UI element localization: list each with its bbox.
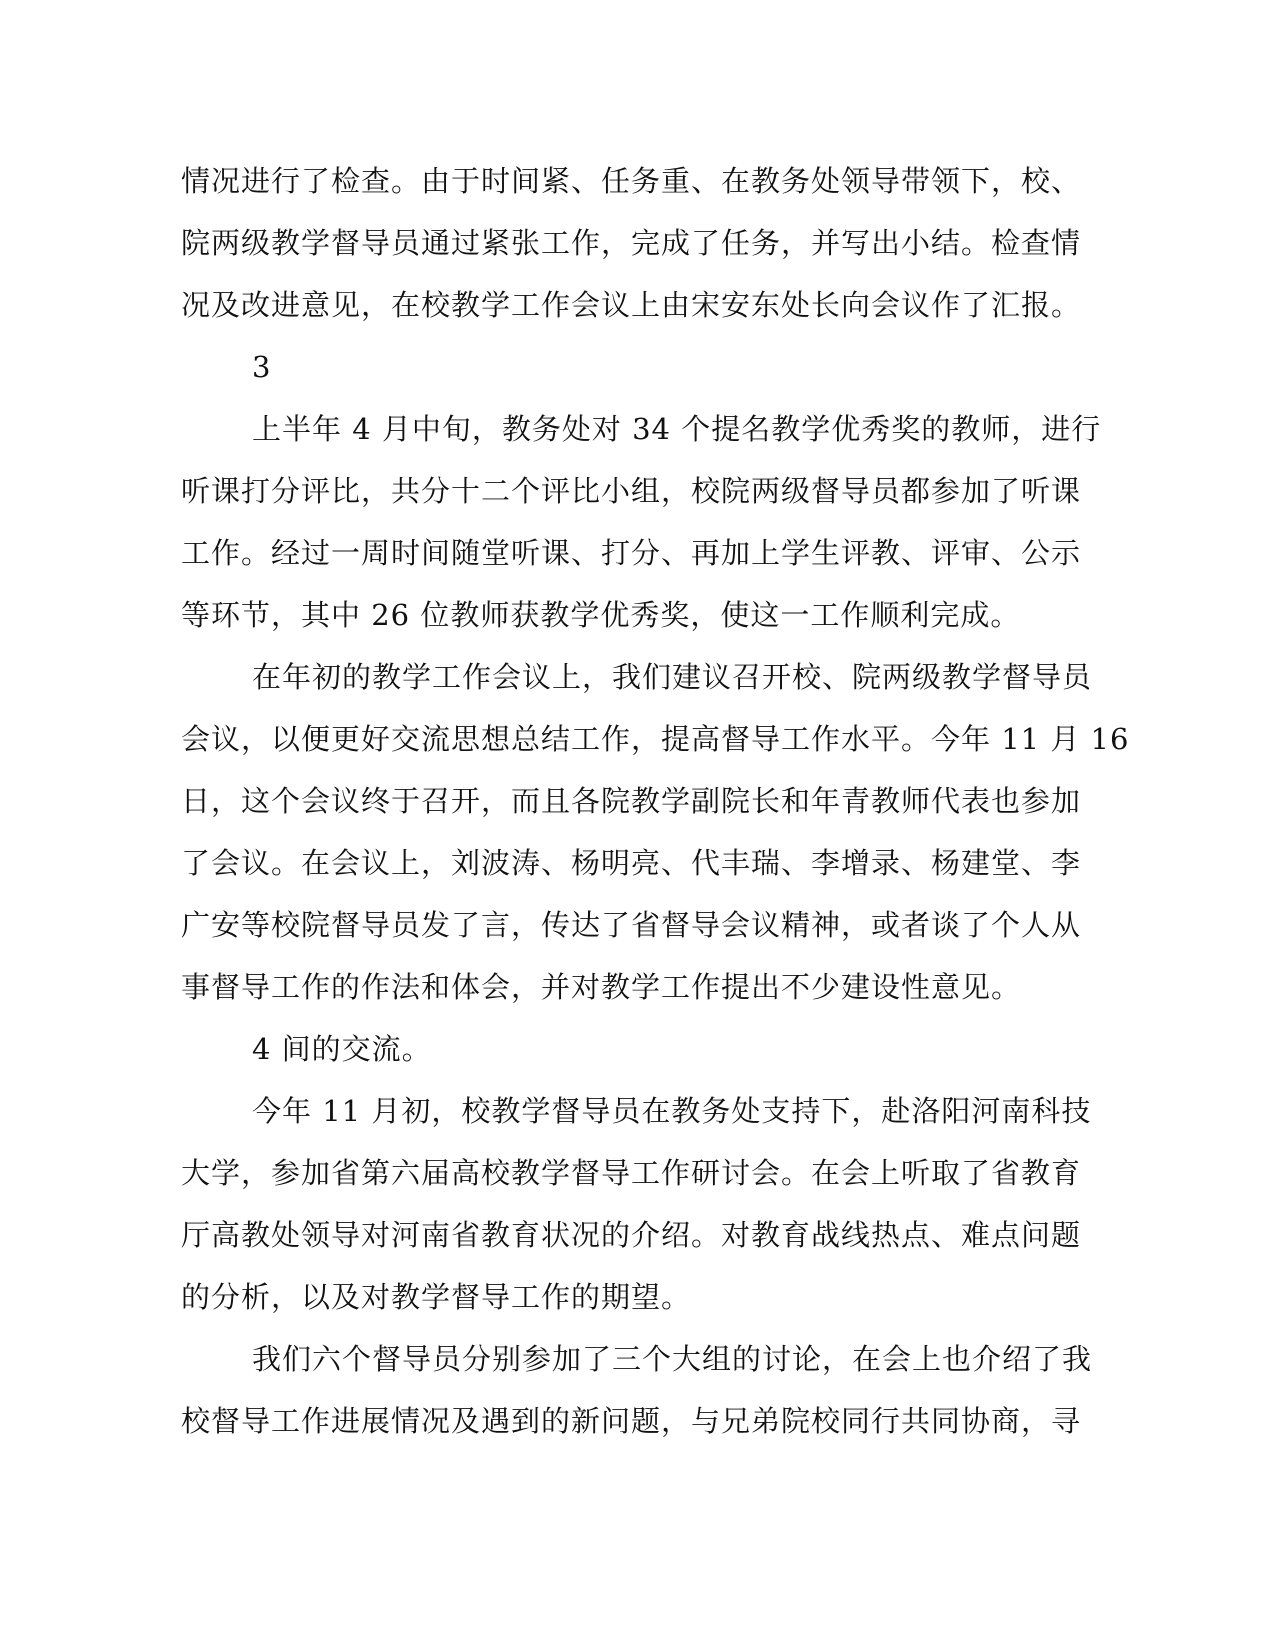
text-line: 院两级教学督导员通过紧张工作，完成了任务，并写出小结。检查情	[181, 226, 1082, 260]
text-line: 的分析，以及对教学督导工作的期望。	[181, 1280, 692, 1314]
text-line: 上半年 4 月中旬，教务处对 34 个提名教学优秀奖的教师，进行	[252, 412, 1102, 446]
text-line: 校督导工作进展情况及遇到的新问题，与兄弟院校同行共同协商，寻	[181, 1404, 1082, 1438]
text-line: 大学，参加省第六届高校教学督导工作研讨会。在会上听取了省教育	[181, 1156, 1082, 1190]
text-line: 广安等校院督导员发了言，传达了省督导会议精神，或者谈了个人从	[181, 908, 1082, 942]
text-line: 厅高教处领导对河南省教育状况的介绍。对教育战线热点、难点问题	[181, 1218, 1082, 1252]
text-line: 况及改进意见，在校教学工作会议上由宋安东处长向会议作了汇报。	[181, 288, 1082, 322]
text-line: 事督导工作的作法和体会，并对教学工作提出不少建设性意见。	[181, 970, 1022, 1004]
text-line: 工作。经过一周时间随堂听课、打分、再加上学生评教、评审、公示	[181, 536, 1082, 570]
text-line: 在年初的教学工作会议上，我们建议召开校、院两级教学督导员	[252, 660, 1093, 694]
text-line: 听课打分评比，共分十二个评比小组，校院两级督导员都参加了听课	[181, 474, 1082, 508]
text-line: 情况进行了检查。由于时间紧、任务重、在教务处领导带领下，校、	[181, 164, 1082, 198]
section-number: 4 间的交流。	[252, 1032, 432, 1066]
text-line: 日，这个会议终于召开，而且各院教学副院长和年青教师代表也参加	[181, 784, 1082, 818]
text-line: 会议，以便更好交流思想总结工作，提高督导工作水平。今年 11 月 16	[181, 722, 1130, 756]
text-line: 了会议。在会议上，刘波涛、杨明亮、代丰瑞、李增录、杨建堂、李	[181, 846, 1082, 880]
text-line: 等环节，其中 26 位教师获教学优秀奖，使这一工作顺利完成。	[181, 598, 1021, 632]
text-line: 我们六个督导员分别参加了三个大组的讨论，在会上也介绍了我	[252, 1342, 1093, 1376]
document-page	[181, 150, 1130, 1452]
section-number: 3	[252, 350, 272, 384]
text-line: 今年 11 月初，校教学督导员在教务处支持下，赴洛阳河南科技	[252, 1094, 1092, 1128]
